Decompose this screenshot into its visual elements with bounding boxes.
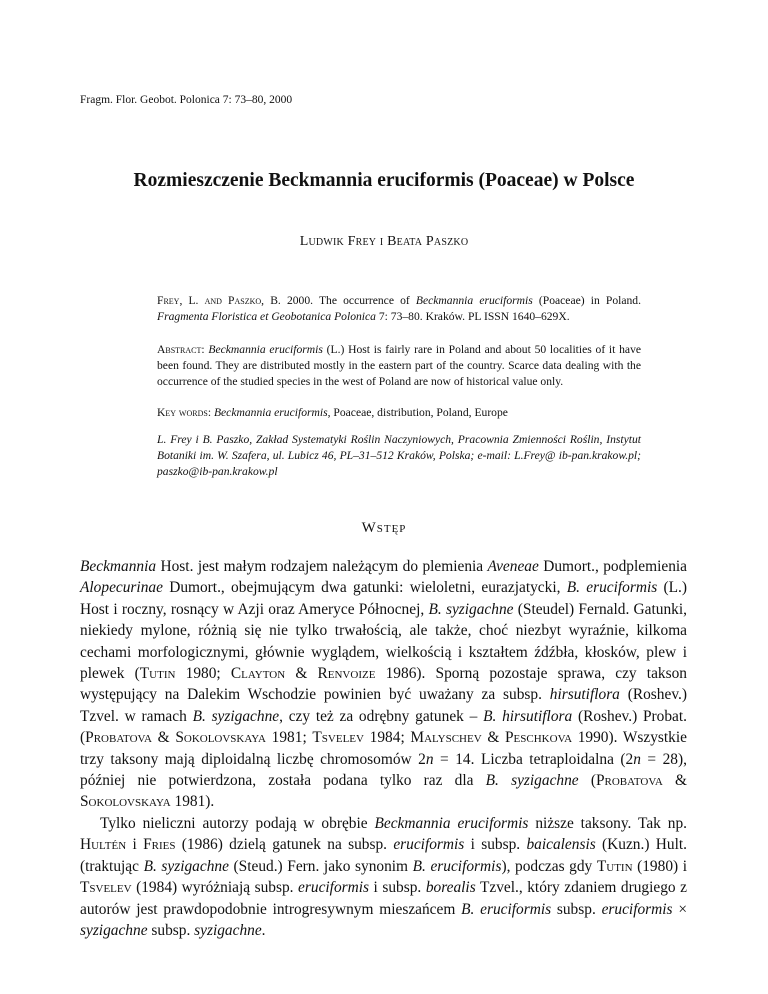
cited-author: Tutin [596,857,633,875]
taxon: B. hirsutiflora [483,707,573,725]
text: Tylko nieliczni autorzy podają w obrębie [100,814,375,832]
text: 1980; [175,665,231,683]
citation-text: 7: 73–80. Kraków. PL ISSN 1640–629X. [375,310,570,323]
text: i subsp. [464,836,527,854]
taxon: borealis [425,879,476,897]
text: 1990). Wszystkie trzy taksony mają diploidalną liczbę chromosomów 2 [80,729,687,768]
paragraph-2 [80,813,687,941]
text: 1986). Sporną pozostaje sprawa, czy takson występujący na Dalekim Wschodzie powinien być uważany za subsp. [80,665,687,704]
cited-author: Renvoize [317,665,376,683]
cited-author: Sokolovskaya [80,793,171,811]
text: i subsp. [369,879,426,897]
cited-author: Probatova [85,729,152,747]
cited-author: Sokolovskaya [175,729,266,747]
key-words-text: , Poaceae, distribution, Poland, Europe [327,406,508,419]
taxon: syzigachne [194,921,262,939]
citation-journal: Fragmenta Floristica et Geobotanica Polonica [157,310,376,323]
taxon: Beckmannia eruciformis [374,814,529,832]
cited-author: Clayton [230,665,286,683]
title-text-end: (Poaceae) w Polsce [473,170,635,191]
article-title [0,170,768,192]
citation [157,293,641,325]
taxon: syzigachne [80,921,148,939]
cited-author: Probatova [595,772,663,790]
text: Host. jest małym rodzajem należącym do plemienia [156,558,488,575]
taxon: B. eruciformis [461,900,552,918]
citation-authors: Frey, L. and Paszko, B. [157,294,281,307]
text: (Steudel) Fernald. Gatunki, niekiedy mylone, różnią się nie tylko trwałością, ale także, choć niezbyt wyraźnie, kilkoma cechami morfologicznymi, głównie wyglądem, wielkością i kształtem źdźbła, kłosków, plew i plewek ( [80,600,687,683]
taxon: Aveneae [487,558,539,575]
taxon: hirsutiflora [549,686,620,704]
text: , czy też za odrębny gatunek – [279,707,484,725]
math: n [633,750,641,768]
text: ( [578,772,596,790]
text: & [481,729,505,747]
taxon: B. syzigachne [428,600,514,618]
text: & [285,665,318,683]
text: (Steud.) Fern. jako synonim [228,857,413,875]
text: 1984; [363,729,411,747]
running-head: Fragm. Flor. Geobot. Polonica 7: 73–80, 2000 [80,94,293,106]
text: = 28), później nie potwierdzona, została podana tylko raz dla [80,750,687,790]
taxon: Alopecurinae [80,579,163,597]
text: Tzvel., który zdaniem drugiego z autorów jest prawdopodobnie introgresywnym mieszańcem [80,879,687,918]
cited-author: Fries [143,836,176,854]
cited-author: Malyschev [410,729,482,747]
abstract-label: Abstract [157,343,202,356]
abstract: Abstract: Beckmannia eruciformis (L.) Host is fairly rare in Poland and about 50 localities of it have been found. They are distributed mostly in the eastern part of the country. Scarce data dealing with the occurrence of the studied species in the west of Poland are now of historical value only. [157,343,642,388]
taxon: B. syzigachne [192,707,280,725]
author-line: Ludwik Frey i Beata Paszko [299,234,469,249]
cited-author: Tsvelev [312,729,364,747]
taxon: eruciformis [393,836,465,854]
text: (Roshev.) Probat. ( [80,707,688,747]
text: × [672,900,688,918]
affiliation-text: L. Frey i B. Paszko, Zakład Systematyki Roślin Naczyniowych, Pracownia Zmienności Roślin, Instytut Botaniki im. W. Szafera, ul. Lubicz 46, PL–31–512 Kraków, Polska; e-mail: L.Frey@ ib-pan.krakow.pl; paszko@ib-pan.krakow.pl [157,433,641,478]
text: niższe taksony. Tak np. [528,814,687,832]
text: (L.) Host i roczny, rosnący w Azji oraz Ameryce Północnej, [80,579,687,618]
text: & [151,729,176,747]
abstract-species: Beckmannia eruciformis [208,343,323,356]
text: & [662,772,687,790]
title-species: Beckmannia eruciformis [268,170,474,191]
cited-author: Hultén [80,836,127,854]
taxon: baicalensis [526,836,596,854]
text: 1981). [170,793,215,811]
text: Dumort., podplemienia [538,558,687,575]
cited-author: Peschkova [505,729,573,747]
text: = 14. Liczba tetraploidalna (2 [433,750,634,768]
text: 1981; [265,729,313,747]
paragraph-1 [80,556,687,813]
text: ), podczas gdy [501,857,597,875]
text: i [126,836,144,854]
affiliation [157,432,641,480]
text: (Kuzn.) Hult. (traktując [80,836,687,875]
citation-species: Beckmannia eruciformis [415,294,533,307]
text: (1986) dzielą gatunek na subsp. [175,836,394,854]
taxon: B. syzigachne [485,772,579,790]
taxon: Beckmannia [80,558,157,575]
key-words-label: Key words [157,406,208,419]
key-words-species: Beckmannia eruciformis [213,406,328,419]
taxon: eruciformis [298,879,370,897]
text: (Roshev.) Tzvel. w ramach [80,686,687,725]
taxon: eruciformis [601,900,673,918]
math: n [425,750,434,768]
text: (1980) i [632,857,688,875]
taxon: B. syzigachne [143,857,229,875]
abstract-text: (L.) Host is fairly rare in Poland and about 50 localities of it have been found. They are distributed mostly in the eastern part of the country. Scarce data dealing with the occurrence of the studied species in the west of Poland are now of historical value only. [157,343,642,388]
key-words: Key words: Beckmannia eruciformis, Poaceae, distribution, Poland, Europe [157,406,508,419]
section-heading: Wstęp [361,520,407,536]
text: . [261,921,266,939]
cited-author: Tutin [139,665,176,683]
text: Dumort., obejmującym dwa gatunki: wieloletni, eurazjatycki, [162,579,567,597]
title-text: Rozmieszczenie [133,170,269,191]
text: subsp. [147,921,195,939]
text: subsp. [551,900,602,918]
body-text [80,556,687,941]
cited-author: Tsvelev [80,879,132,897]
citation-text: (Poaceae) in Poland. [532,294,641,307]
taxon: B. eruciformis [566,579,658,597]
taxon: B. eruciformis [412,857,502,875]
citation-text: 2000. The occurrence of [280,294,416,307]
text: (1984) wyróżniają subsp. [131,879,299,897]
